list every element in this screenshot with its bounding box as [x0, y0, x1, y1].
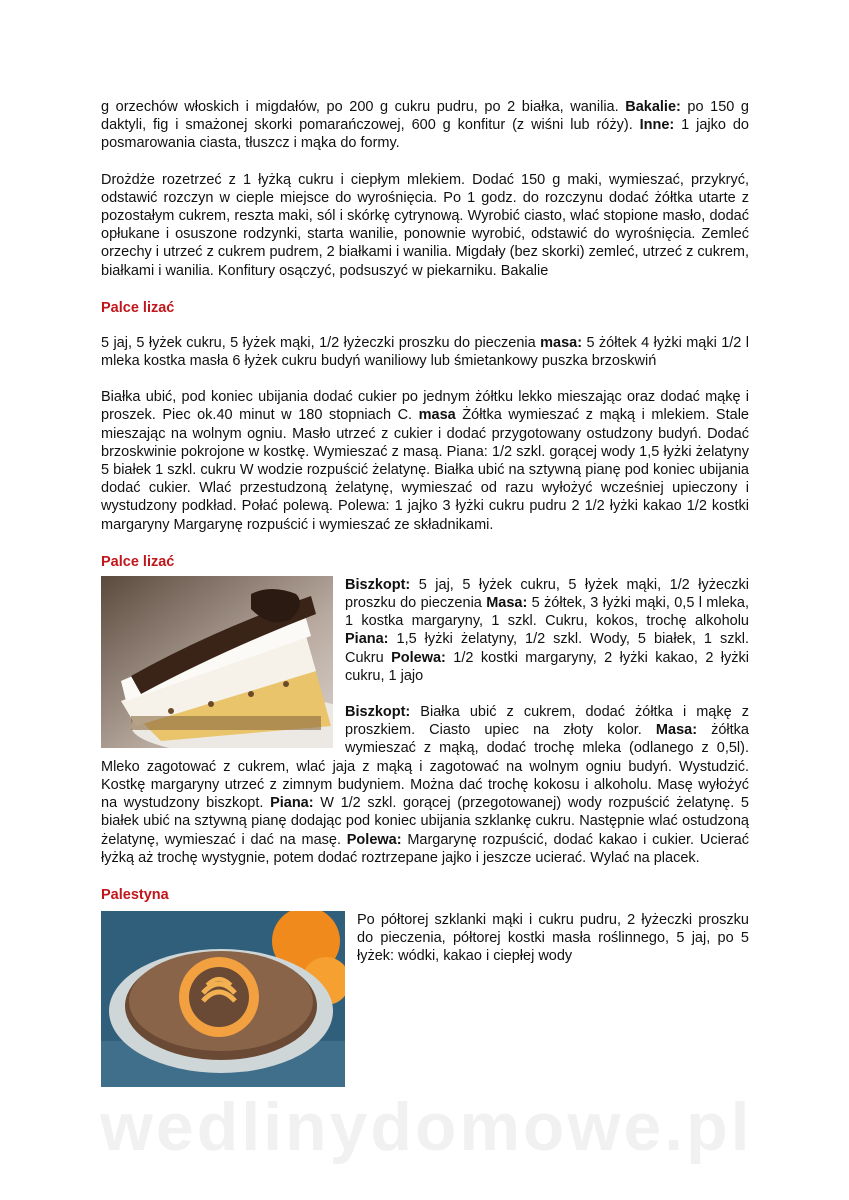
section-title-palce-lizac-1: Palce lizać	[101, 299, 175, 316]
section-title-palce-lizac-2: Palce lizać	[101, 553, 175, 570]
intro-method	[101, 171, 749, 280]
text-run: Żółtka wymieszać z mąką i mlekiem. Stale mieszając na wolnym ogniu. Masło utrzeć z cukier i dodać przygotowany ostudzony budyń. Dodać brzoskwinie pokrojone w kostkę. Wymieszać z masą. Piana: 1/2 szkl. gorącej wody 1,5 łyżki żelatyny 5 białek 1 szkl. cukru W wodzie rozpuścić żelatynę. Białka ubić na sztywną pianę pod koniec ubijania dodać cukier. Wlać przestudzoną żelatynę, wymieszać od razu wyłożyć wcześniej upieczony i wystudzony podkład. Połać polewą. Polewa: 1 jajko 3 łyżki cukru pudru 2 1/2 łyżki kakao 1/2 kostki margaryny Margarynę rozpuścić i wymieszać ze składnikami.	[101, 407, 749, 533]
bold-label: masa	[418, 407, 456, 424]
text-run: 5 żółtek 4 łyżki mąki 1/2 l mleka kostka masła 6 łyżek cukru budyń waniliowy lub śmietankowy puszka brzoskwiń	[101, 334, 749, 370]
section1-ingredients	[101, 334, 749, 370]
text-run: Białka ubić z cukrem, dodać żółtka i mąkę z proszkiem. Ciasto upiec na złoty kolor.	[345, 704, 749, 739]
bold-label: Masa:	[655, 722, 698, 739]
bold-label: Polewa:	[391, 649, 446, 666]
bold-label: Piana:	[270, 795, 314, 812]
section3-body	[101, 911, 749, 1089]
section2-body	[101, 576, 749, 867]
text-run: Po półtorej szklanki mąki i cukru pudru, 2 łyżeczki proszku do pieczenia, półtorej kostki masła roślinnego, 5 jaj, po 5 łyżek: wódki, kakao i ciepłej wody	[357, 911, 749, 965]
cake-photo	[101, 576, 333, 748]
text-run: Drożdże rozetrzeć z 1 łyżką cukru i ciepłym mlekiem. Dodać 150 g maki, wymieszać, przykryć, odstawić rozczyn w cieple miejsce do wyrośnięcia. Po 1 godz. do rozczynu dodać żółtka utarte z pozostałym cukrem, reszta maki, sól i skórkę cytrynową. Wyrobić ciasto, wlać stopione masło, dodać opłukane i osuszone rodzynki, starta wanilie, ponownie wyrobić, odstawić do wyrośnięcia. Zemleć orzechy i utrzeć z cukrem pudrem, 2 białkami i wanilia. Migdały (bez skorki) zemleć, utrzeć z cukrem, białkami i wanilia. Konfitury osączyć, podsuszyć w piekarniku. Bakalie	[101, 171, 749, 279]
text-run: żółtka wymieszać z mąką, dodać trochę mleka (odlanego z 0,5l). Mleko zagotować z cukrem, wlać jaja z mąką i zagotować na wolnym ogniu budyń. Wystudzić. Kostkę margaryny utrzeć z zimnym budyniem. Można dać trochę kokosu i alkoholu. Masę wyłożyć na wystudzony biszkopt.	[101, 722, 749, 812]
intro-ingredients	[101, 98, 749, 153]
text-run: 1,5 łyżki żelatyny, 1/2 szkl. Wody, 5 białek, 1 szkl. Cukru	[345, 631, 749, 666]
bold-label: Bakalie:	[625, 99, 681, 115]
text-run: 5 żółtek, 3 łyżki mąki, 0,5 l mleka, 1 kostka margaryny, 1 szkl. Cukru, kokos, trochę alkoholu	[345, 595, 750, 630]
watermark: wedlinydomowe.pl	[100, 1089, 753, 1165]
bold-label: Inne:	[639, 117, 675, 134]
text-run: 5 jaj, 5 łyżek cukru, 5 łyżek mąki, 1/2 łyżeczki proszku do pieczenia	[101, 334, 541, 351]
text-run: 5 jaj, 5 łyżek cukru, 5 łyżek mąki, 1/2 łyżeczki proszku do pieczenia	[345, 576, 749, 612]
bold-label: Polewa:	[346, 831, 402, 848]
bold-label: Masa:	[486, 595, 528, 612]
document-page	[101, 98, 749, 1089]
bold-label: Biszkopt:	[345, 704, 411, 721]
text-run: 1 jajko do posmarowania ciasta, tłuszcz i mąka do formy.	[101, 117, 749, 152]
palestyna-photo	[101, 911, 345, 1087]
bold-label: Piana:	[345, 631, 389, 648]
text-run: po 150 g daktyli, fig i smażonej skorki pomarańczowej, 600 g konfitur (z wiśni lub róży).	[101, 99, 749, 134]
bold-label: masa:	[540, 334, 583, 351]
text-run: Białka ubić, pod koniec ubijania dodać cukier po jednym żółtku lekko mieszając oraz dodać mąkę i proszek. Piec ok.40 minut w 180 stopniach C.	[101, 389, 749, 424]
section-title-palestyna: Palestyna	[101, 886, 169, 903]
text-run: 1/2 kostki margaryny, 2 łyżki kakao, 2 łyżki cukru, 1 jajo	[345, 649, 749, 684]
text-run: g orzechów włoskich i migdałów, po 200 g cukru pudru, po 2 białka, wanilia.	[101, 99, 626, 115]
text-run: Margarynę rozpuścić, dodać kakao i cukier. Ucierać łyżką aż trochę wystygnie, potem dodać roztrzepane jajko i jeszcze ucierać. Wylać na placek.	[101, 831, 749, 866]
text-run: W 1/2 szkl. gorącej (przegotowanej) wody rozpuścić żelatynę. 5 białek ubić na sztywną pianę dodając pod koniec ubijania szklankę cukru. Następnie wlać ostudzoną żelatynę, wymieszać i dać na masę.	[101, 795, 749, 848]
bold-label: Biszkopt:	[345, 576, 411, 593]
section1-method	[101, 388, 749, 534]
